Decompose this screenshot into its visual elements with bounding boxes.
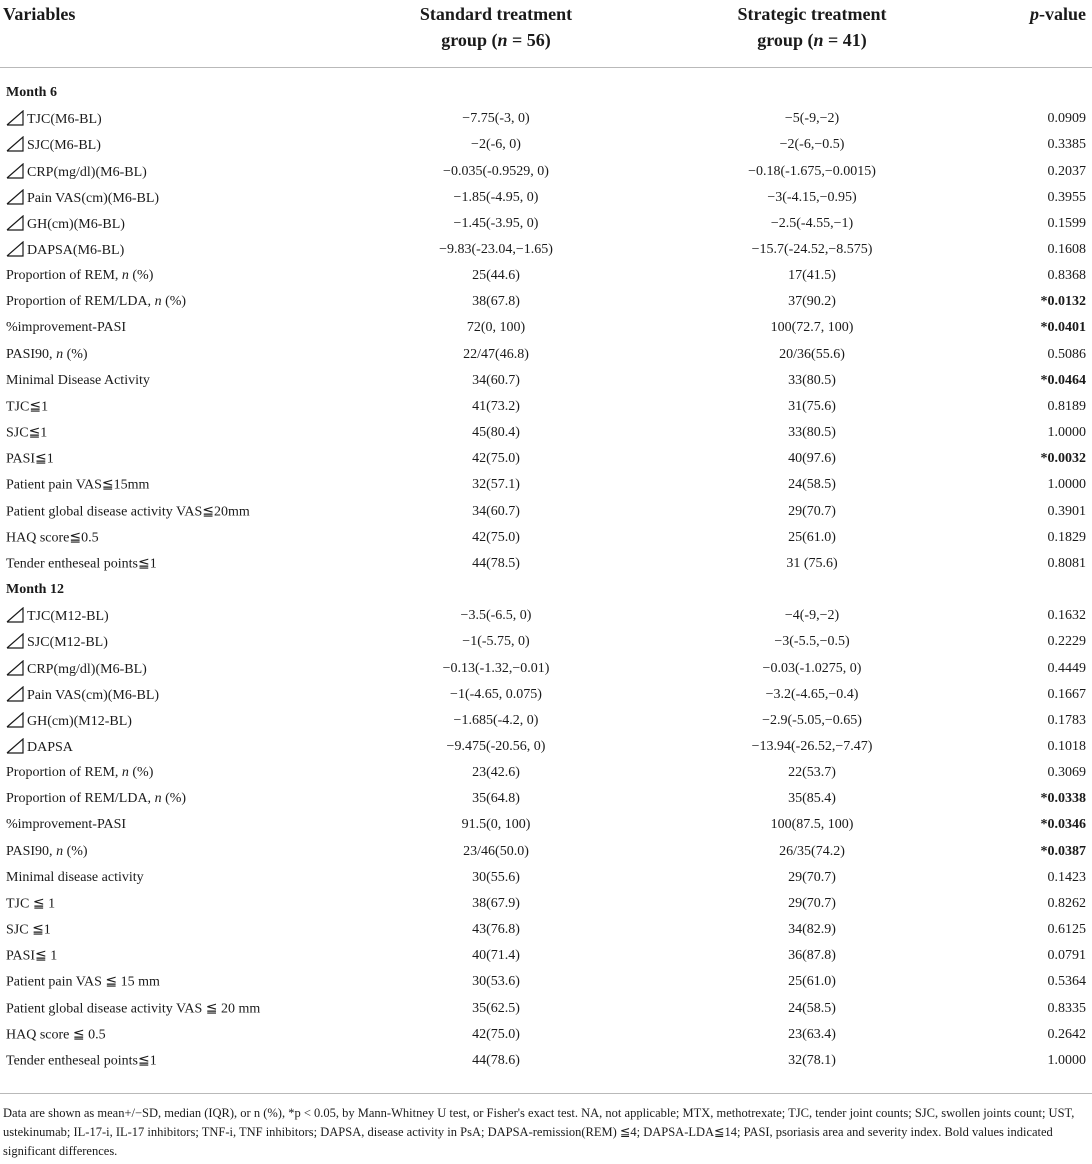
header-standard-line2	[396, 27, 596, 53]
row-variable-text: SJC≦1	[6, 425, 48, 441]
table-row	[0, 734, 1092, 760]
header-standard-group	[396, 1, 596, 53]
table-row	[0, 472, 1092, 498]
standard-group-value: 41(73.2)	[472, 398, 520, 414]
row-variable	[6, 268, 153, 284]
row-variable	[6, 686, 159, 704]
header-strategic-line2	[712, 27, 912, 53]
row-variable	[6, 870, 144, 886]
strategic-group-value: −4(-9,−2)	[784, 608, 840, 624]
change-delta-icon	[6, 241, 24, 257]
row-variable	[6, 136, 101, 154]
p-value: 0.2037	[1047, 163, 1086, 179]
row-variable	[6, 425, 47, 442]
table-row	[0, 394, 1092, 420]
table-row	[0, 917, 1092, 943]
strategic-group-value: 29(70.7)	[788, 895, 836, 911]
row-variable-text: Minimal disease activity	[6, 869, 144, 885]
table-row	[0, 865, 1092, 891]
header-standard-n: n	[497, 30, 508, 50]
row-variable-text: HAQ score ≦ 0.5	[6, 1027, 106, 1043]
table-row	[0, 342, 1092, 368]
row-variable-text: Patient pain VAS ≦ 15 mm	[6, 974, 160, 990]
table-row	[0, 839, 1092, 865]
row-variable-suffix: (%)	[161, 791, 187, 807]
header-p-value	[1030, 1, 1086, 27]
standard-group-value: −3.5(-6.5, 0)	[460, 608, 532, 624]
strategic-group-value: 37(90.2)	[788, 294, 836, 310]
row-variable-text: GH(cm)(M12-BL)	[27, 713, 132, 729]
strategic-group-value: 17(41.5)	[788, 268, 836, 284]
row-variable	[6, 294, 186, 310]
row-variable-text: Proportion of REM,	[6, 765, 122, 781]
strategic-group-value: 31(75.6)	[788, 398, 836, 414]
row-variable-suffix: (%)	[128, 268, 154, 284]
p-value: 0.8335	[1047, 1000, 1086, 1016]
row-variable-text: Proportion of REM/LDA,	[6, 294, 155, 310]
strategic-group-value: 29(70.7)	[788, 869, 836, 885]
table-row	[0, 289, 1092, 315]
row-variable-text: Month 12	[6, 582, 64, 598]
standard-group-value: 44(78.5)	[472, 555, 520, 571]
row-variable	[6, 347, 88, 363]
row-variable	[6, 765, 153, 781]
p-value: 0.1018	[1047, 738, 1086, 754]
standard-group-value: 30(55.6)	[472, 869, 520, 885]
standard-group-value: −0.13(-1.32,−0.01)	[442, 660, 550, 676]
table-row	[0, 211, 1092, 237]
header-strategic-group	[712, 1, 912, 53]
standard-group-value: 43(76.8)	[472, 922, 520, 938]
p-value: 0.1608	[1047, 242, 1086, 258]
standard-group-value: −7.75(-3, 0)	[462, 111, 530, 127]
standard-group-value: 72(0, 100)	[466, 320, 526, 336]
row-variable	[6, 791, 186, 807]
standard-group-value: −0.035(-0.9529, 0)	[443, 163, 549, 179]
footer-divider	[0, 1093, 1092, 1094]
p-value: *0.0401	[1040, 320, 1086, 336]
strategic-group-value: −2.5(-4.55,−1)	[770, 215, 854, 231]
table-row	[0, 1048, 1092, 1074]
p-value: 0.1783	[1047, 712, 1086, 728]
row-variable-n: n	[56, 843, 64, 859]
p-value: *0.0346	[1040, 817, 1086, 833]
strategic-group-value: −0.18(-1.675,−0.0015)	[748, 163, 876, 179]
table-row	[0, 786, 1092, 812]
strategic-group-value: 31 (75.6)	[786, 555, 838, 571]
row-variable-text: %improvement-PASI	[6, 817, 127, 833]
table-row	[0, 499, 1092, 525]
standard-group-value: −1(-5.75, 0)	[462, 634, 530, 650]
table-row	[0, 551, 1092, 577]
row-variable-text: Proportion of REM/LDA,	[6, 791, 155, 807]
strategic-group-value: 24(58.5)	[788, 1000, 836, 1016]
standard-group-value: 30(53.6)	[472, 974, 520, 990]
strategic-group-value: 35(85.4)	[788, 791, 836, 807]
standard-group-value: 42(75.0)	[472, 451, 520, 467]
table-row	[0, 995, 1092, 1021]
standard-group-value: 32(57.1)	[472, 477, 520, 493]
standard-group-value: 25(44.6)	[472, 268, 520, 284]
row-variable	[6, 215, 125, 233]
p-value: *0.0338	[1040, 791, 1086, 807]
table-row	[0, 682, 1092, 708]
table-row	[0, 655, 1092, 681]
row-variable-text: SJC(M12-BL)	[27, 635, 108, 651]
table-row	[0, 603, 1092, 629]
row-variable	[6, 1026, 106, 1043]
p-value: 0.3901	[1047, 503, 1086, 519]
row-variable	[6, 110, 102, 128]
change-delta-icon	[6, 136, 24, 152]
row-variable-text: Pain VAS(cm)(M6-BL)	[27, 687, 160, 703]
strategic-group-value: 24(58.5)	[788, 477, 836, 493]
standard-group-value: −9.83(-23.04,−1.65)	[439, 242, 553, 258]
standard-group-value: 38(67.8)	[472, 294, 520, 310]
table-body	[0, 80, 1092, 1074]
standard-group-value: −1.685(-4.2, 0)	[453, 712, 539, 728]
row-variable	[6, 398, 48, 415]
strategic-group-value: 25(61.0)	[788, 974, 836, 990]
row-variable-text: TJC ≦ 1	[6, 896, 56, 912]
row-variable-n: n	[56, 346, 64, 362]
p-value: 0.8189	[1047, 398, 1086, 414]
standard-group-value: 22/47(46.8)	[463, 346, 529, 362]
standard-group-value: 34(60.7)	[472, 503, 520, 519]
header-divider	[0, 67, 1092, 68]
p-value: 1.0000	[1047, 1052, 1086, 1068]
row-variable	[6, 320, 126, 336]
p-value: 0.1667	[1047, 686, 1086, 702]
p-value: 0.8368	[1047, 268, 1086, 284]
row-variable-text: PASI≦ 1	[6, 948, 58, 964]
table-header	[0, 0, 1092, 66]
row-variable-text: Pain VAS(cm)(M6-BL)	[27, 190, 160, 206]
standard-group-value: −1.85(-4.95, 0)	[453, 189, 539, 205]
row-variable	[6, 660, 147, 678]
p-value: 0.1599	[1047, 215, 1086, 231]
p-value: *0.0464	[1040, 372, 1086, 388]
table-row	[0, 315, 1092, 341]
strategic-group-value: 34(82.9)	[788, 922, 836, 938]
table-row	[0, 420, 1092, 446]
standard-group-value: 45(80.4)	[472, 425, 520, 441]
table-row	[0, 812, 1092, 838]
table-row	[0, 237, 1092, 263]
row-variable-text: DAPSA(M6-BL)	[27, 243, 125, 259]
table-row	[0, 368, 1092, 394]
row-variable	[6, 974, 160, 991]
row-variable-text: SJC(M6-BL)	[27, 138, 101, 154]
row-variable-n: n	[154, 294, 162, 310]
row-variable-text: DAPSA	[27, 739, 73, 755]
header-p-italic: p	[1030, 4, 1039, 24]
row-variable	[6, 555, 157, 572]
standard-group-value: −9.475(-20.56, 0)	[446, 738, 546, 754]
standard-group-value: 38(67.9)	[472, 895, 520, 911]
row-variable-text: Month 6	[6, 85, 57, 101]
row-variable	[6, 1000, 260, 1017]
p-value: *0.0032	[1040, 451, 1086, 467]
row-variable	[6, 948, 57, 965]
row-variable-text: Tender entheseal points≦1	[6, 1053, 157, 1069]
table-row	[0, 943, 1092, 969]
change-delta-icon	[6, 163, 24, 179]
row-variable-text: CRP(mg/dl)(M6-BL)	[27, 164, 147, 180]
strategic-group-value: −13.94(-26.52,−7.47)	[751, 738, 873, 754]
standard-group-value: −2(-6, 0)	[471, 137, 521, 153]
row-variable-text: CRP(mg/dl)(M6-BL)	[27, 661, 147, 677]
row-variable-suffix: (%)	[63, 346, 88, 362]
change-delta-icon	[6, 738, 24, 754]
p-value: 0.3069	[1047, 765, 1086, 781]
row-variable-text: GH(cm)(M6-BL)	[27, 216, 125, 232]
p-value: 0.2229	[1047, 634, 1086, 650]
row-variable	[6, 607, 109, 625]
table-row	[0, 1022, 1092, 1048]
row-variable	[6, 503, 250, 520]
p-value: 0.0909	[1047, 111, 1086, 127]
table-row	[0, 708, 1092, 734]
change-delta-icon	[6, 686, 24, 702]
standard-group-value: 23/46(50.0)	[463, 843, 529, 859]
row-variable-suffix: (%)	[161, 294, 187, 310]
row-variable	[6, 712, 132, 730]
row-variable-text: Minimal Disease Activity	[6, 372, 150, 388]
p-value: 1.0000	[1047, 477, 1086, 493]
change-delta-icon	[6, 660, 24, 676]
header-strategic-n: n	[813, 30, 824, 50]
change-delta-icon	[6, 712, 24, 728]
change-delta-icon	[6, 189, 24, 205]
table-row	[0, 185, 1092, 211]
header-standard-count: = 56)	[507, 30, 551, 50]
row-variable-text: TJC(M6-BL)	[27, 112, 102, 128]
strategic-group-value: 100(87.5, 100)	[770, 817, 854, 833]
strategic-group-value: 33(80.5)	[788, 372, 836, 388]
row-variable	[6, 922, 51, 939]
strategic-group-value: 26/35(74.2)	[779, 843, 845, 859]
row-variable-text: Patient global disease activity VAS ≦ 20 mm	[6, 1001, 261, 1017]
row-variable-text: HAQ score≦0.5	[6, 530, 99, 546]
p-value: 0.3955	[1047, 189, 1086, 205]
table-row	[0, 891, 1092, 917]
row-variable-n: n	[154, 791, 162, 807]
change-delta-icon	[6, 607, 24, 623]
row-variable-text: PASI90,	[6, 346, 57, 362]
p-value: 0.2642	[1047, 1026, 1086, 1042]
table-row	[0, 525, 1092, 551]
row-variable-text: TJC≦1	[6, 399, 49, 415]
standard-group-value: −1(-4.65, 0.075)	[450, 686, 542, 702]
strategic-group-value: −3.2(-4.65,−0.4)	[765, 686, 859, 702]
table-row	[0, 629, 1092, 655]
p-value: 1.0000	[1047, 425, 1086, 441]
table-row	[0, 158, 1092, 184]
strategic-group-value: 20/36(55.6)	[779, 346, 845, 362]
p-value: 0.5364	[1047, 974, 1086, 990]
standard-group-value: 44(78.6)	[472, 1052, 520, 1068]
row-variable	[6, 633, 108, 651]
row-variable	[6, 817, 126, 833]
row-variable	[6, 895, 55, 912]
p-value: *0.0387	[1040, 843, 1086, 859]
row-variable	[6, 738, 73, 756]
row-variable	[6, 189, 159, 207]
row-variable	[6, 529, 99, 546]
row-variable	[6, 373, 150, 389]
strategic-group-value: −3(-5.5,−0.5)	[774, 634, 850, 650]
table-row	[0, 106, 1092, 132]
row-variable-text: SJC ≦1	[6, 922, 51, 938]
standard-group-value: −1.45(-3.95, 0)	[453, 215, 539, 231]
standard-group-value: 42(75.0)	[472, 1026, 520, 1042]
standard-group-value: 42(75.0)	[472, 529, 520, 545]
strategic-group-value: −5(-9,−2)	[784, 111, 840, 127]
strategic-group-value: 100(72.7, 100)	[770, 320, 854, 336]
standard-group-value: 91.5(0, 100)	[461, 817, 531, 833]
p-value: 0.1423	[1047, 869, 1086, 885]
p-value: 0.5086	[1047, 346, 1086, 362]
table-footnote: Data are shown as mean+/−SD, median (IQR), or n (%), *p < 0.05, by Mann-Whitney U test, or Fisher's exact test. NA, not applicable; MTX, methotrexate; TJC, tender joint counts; SJC, swollen joints count; UST, ustekinumab; IL-17-i, IL-17 inhibitors; TNF-i, TNF inhibitors; DAPSA, disease activity in PsA; DAPSA-remission(REM) ≦4; DAPSA-LDA≦14; PASI, psoriasis area and severity index. Bold values indicated significant differences.	[3, 1106, 1075, 1158]
p-value: *0.0132	[1040, 294, 1086, 310]
table-row	[0, 760, 1092, 786]
row-variable-text: %improvement-PASI	[6, 320, 127, 336]
standard-group-value: 34(60.7)	[472, 372, 520, 388]
header-strategic-group-label: group (	[757, 30, 814, 50]
table-row	[0, 446, 1092, 472]
strategic-group-value: −2(-6,−0.5)	[779, 137, 845, 153]
row-variable-text: PASI≦1	[6, 451, 54, 467]
table-row	[0, 969, 1092, 995]
change-delta-icon	[6, 633, 24, 649]
change-delta-icon	[6, 110, 24, 126]
row-variable-n: n	[121, 268, 129, 284]
table-row	[0, 263, 1092, 289]
section-heading-row	[0, 577, 1092, 603]
row-variable	[6, 163, 147, 181]
change-delta-icon	[6, 215, 24, 231]
p-value: 0.6125	[1047, 922, 1086, 938]
header-variables: Variables	[3, 4, 76, 24]
strategic-group-value: 29(70.7)	[788, 503, 836, 519]
p-value: 0.8081	[1047, 555, 1086, 571]
p-value: 0.1829	[1047, 529, 1086, 545]
header-standard-group-label: group (	[441, 30, 498, 50]
p-value: 0.0791	[1047, 948, 1086, 964]
row-variable	[6, 1052, 157, 1069]
row-variable	[6, 451, 54, 468]
header-p-suffix: -value	[1039, 4, 1086, 24]
row-variable-text: Tender entheseal points≦1	[6, 556, 157, 572]
strategic-group-value: 25(61.0)	[788, 529, 836, 545]
strategic-group-value: −0.03(-1.0275, 0)	[762, 660, 862, 676]
section-heading	[6, 582, 64, 598]
p-value: 0.3385	[1047, 137, 1086, 153]
section-heading	[6, 85, 57, 101]
header-strategic-line1: Strategic treatment	[737, 4, 887, 24]
row-variable-suffix: (%)	[63, 843, 88, 859]
row-variable-text: Proportion of REM,	[6, 268, 122, 284]
standard-group-value: 35(62.5)	[472, 1000, 520, 1016]
header-strategic-count: = 41)	[823, 30, 867, 50]
row-variable-n: n	[121, 765, 129, 781]
strategic-group-value: 22(53.7)	[788, 765, 836, 781]
standard-group-value: 40(71.4)	[472, 948, 520, 964]
row-variable-text: PASI90,	[6, 843, 57, 859]
row-variable	[6, 477, 149, 494]
strategic-group-value: −2.9(-5.05,−0.65)	[762, 712, 862, 728]
strategic-group-value: 36(87.8)	[788, 948, 836, 964]
strategic-group-value: 32(78.1)	[788, 1052, 836, 1068]
strategic-group-value: 33(80.5)	[788, 425, 836, 441]
row-variable-text: Patient pain VAS≦15mm	[6, 477, 150, 493]
standard-group-value: 35(64.8)	[472, 791, 520, 807]
p-value: 0.4449	[1047, 660, 1086, 676]
header-standard-line1: Standard treatment	[419, 4, 573, 24]
row-variable	[6, 844, 88, 860]
strategic-group-value: −15.7(-24.52,−8.575)	[751, 242, 873, 258]
strategic-group-value: 40(97.6)	[788, 451, 836, 467]
standard-group-value: 23(42.6)	[472, 765, 520, 781]
section-heading-row	[0, 80, 1092, 106]
p-value: 0.8262	[1047, 895, 1086, 911]
table-row	[0, 132, 1092, 158]
strategic-group-value: −3(-4.15,−0.95)	[767, 189, 857, 205]
row-variable-suffix: (%)	[128, 765, 154, 781]
row-variable-text: Patient global disease activity VAS≦20mm	[6, 504, 250, 520]
strategic-group-value: 23(63.4)	[788, 1026, 836, 1042]
row-variable-text: TJC(M12-BL)	[27, 609, 109, 625]
row-variable	[6, 241, 124, 259]
p-value: 0.1632	[1047, 608, 1086, 624]
